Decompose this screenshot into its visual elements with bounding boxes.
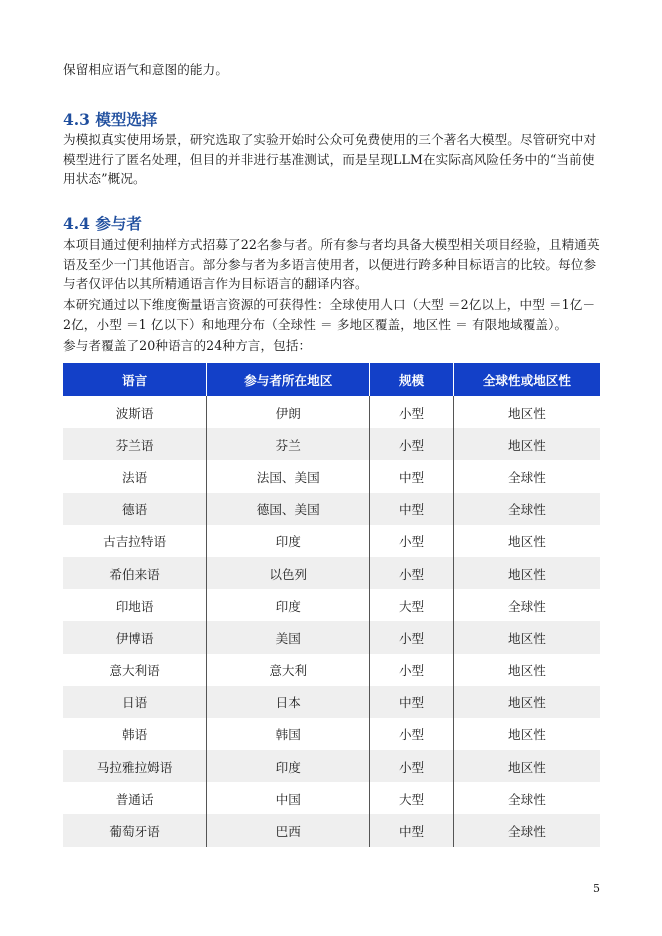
table-row [63, 686, 600, 718]
cell-coverage: 地区性 [453, 525, 600, 557]
table-header-row [63, 363, 600, 396]
cell-coverage: 地区性 [453, 428, 600, 460]
cell-language: 普通话 [63, 782, 207, 814]
cell-region: 法国、美国 [207, 460, 370, 492]
column-header-scale: 规模 [370, 363, 454, 396]
cell-language: 印地语 [63, 589, 207, 621]
paragraph-intro-tail: 保留相应语气和意图的能力。 [63, 62, 229, 77]
cell-language: 古吉拉特语 [63, 525, 207, 557]
cell-scale: 中型 [370, 460, 454, 492]
section-heading-4-3 [63, 108, 157, 130]
cell-scale: 小型 [370, 428, 454, 460]
cell-scale: 中型 [370, 686, 454, 718]
page-number: 5 [593, 882, 600, 895]
cell-language: 德语 [63, 493, 207, 525]
table-row [63, 428, 600, 460]
table-row [63, 750, 600, 782]
language-table [63, 363, 600, 847]
cell-coverage: 全球性 [453, 493, 600, 525]
cell-language: 希伯来语 [63, 557, 207, 589]
cell-region: 美国 [207, 621, 370, 653]
table-row [63, 589, 600, 621]
section-number: 4.4 [63, 214, 90, 233]
cell-language: 葡萄牙语 [63, 814, 207, 846]
cell-coverage: 全球性 [453, 460, 600, 492]
cell-region: 以色列 [207, 557, 370, 589]
cell-coverage: 地区性 [453, 621, 600, 653]
cell-region: 印度 [207, 525, 370, 557]
cell-region: 日本 [207, 686, 370, 718]
cell-scale: 小型 [370, 396, 454, 428]
cell-language: 波斯语 [63, 396, 207, 428]
cell-coverage: 地区性 [453, 396, 600, 428]
cell-scale: 小型 [370, 718, 454, 750]
cell-region: 意大利 [207, 654, 370, 686]
paragraph-resource-dimensions: 本研究通过以下维度衡量语言资源的可获得性：全球使用人口（大型 ＝2亿以上，中型 ＝1亿－2亿，小型 ＝1 亿以下）和地理分布（全球性 ＝ 多地区覆盖，地区性 ＝ 有限地域覆盖）。 [63, 297, 596, 332]
cell-scale: 大型 [370, 782, 454, 814]
table-row [63, 493, 600, 525]
cell-region: 印度 [207, 589, 370, 621]
table-row [63, 654, 600, 686]
table-row [63, 814, 600, 846]
section-heading-4-4 [63, 212, 142, 234]
section-number: 4.3 [63, 110, 90, 129]
cell-language: 马拉雅拉姆语 [63, 750, 207, 782]
cell-region: 伊朗 [207, 396, 370, 428]
cell-scale: 小型 [370, 525, 454, 557]
cell-region: 芬兰 [207, 428, 370, 460]
column-header-region: 参与者所在地区 [207, 363, 370, 396]
section-title: 参与者 [95, 215, 142, 233]
cell-region: 中国 [207, 782, 370, 814]
cell-scale: 小型 [370, 557, 454, 589]
cell-language: 韩语 [63, 718, 207, 750]
cell-scale: 小型 [370, 654, 454, 686]
cell-language: 芬兰语 [63, 428, 207, 460]
cell-scale: 小型 [370, 621, 454, 653]
paragraph-model-selection: 为模拟真实使用场景，研究选取了实验开始时公众可免费使用的三个著名大模型。尽管研究中对模型进行了匿名处理，但目的并非进行基准测试，而是呈现LLM在实际高风险任务中的“当前使用状态”概况。 [63, 132, 597, 186]
table-row [63, 460, 600, 492]
cell-language: 法语 [63, 460, 207, 492]
cell-region: 德国、美国 [207, 493, 370, 525]
cell-scale: 中型 [370, 814, 454, 846]
cell-region: 巴西 [207, 814, 370, 846]
table-row [63, 718, 600, 750]
cell-coverage: 地区性 [453, 557, 600, 589]
section-title: 模型选择 [95, 111, 158, 129]
cell-language: 意大利语 [63, 654, 207, 686]
cell-coverage: 全球性 [453, 782, 600, 814]
table-row [63, 557, 600, 589]
cell-language: 日语 [63, 686, 207, 718]
paragraph-language-intro: 参与者覆盖了20种语言的24种方言，包括： [63, 338, 312, 353]
table-row [63, 621, 600, 653]
cell-coverage: 地区性 [453, 654, 600, 686]
column-header-language: 语言 [63, 363, 207, 396]
cell-coverage: 全球性 [453, 814, 600, 846]
cell-coverage: 地区性 [453, 750, 600, 782]
cell-coverage: 地区性 [453, 718, 600, 750]
cell-region: 韩国 [207, 718, 370, 750]
table-row [63, 525, 600, 557]
cell-coverage: 全球性 [453, 589, 600, 621]
paragraph-participants: 本项目通过便利抽样方式招募了22名参与者。所有参与者均具备大模型相关项目经验，且精通英语及至少一门其他语言。部分参与者为多语言使用者，以便进行跨多种目标语言的比较。每位参与者仅评估以其所精通语言作为目标语言的翻译内容。 [63, 237, 600, 291]
table-row [63, 782, 600, 814]
cell-language: 伊博语 [63, 621, 207, 653]
column-header-coverage: 全球性或地区性 [453, 363, 600, 396]
cell-scale: 小型 [370, 750, 454, 782]
cell-scale: 中型 [370, 493, 454, 525]
cell-region: 印度 [207, 750, 370, 782]
cell-coverage: 地区性 [453, 686, 600, 718]
cell-scale: 大型 [370, 589, 454, 621]
table-row [63, 396, 600, 428]
